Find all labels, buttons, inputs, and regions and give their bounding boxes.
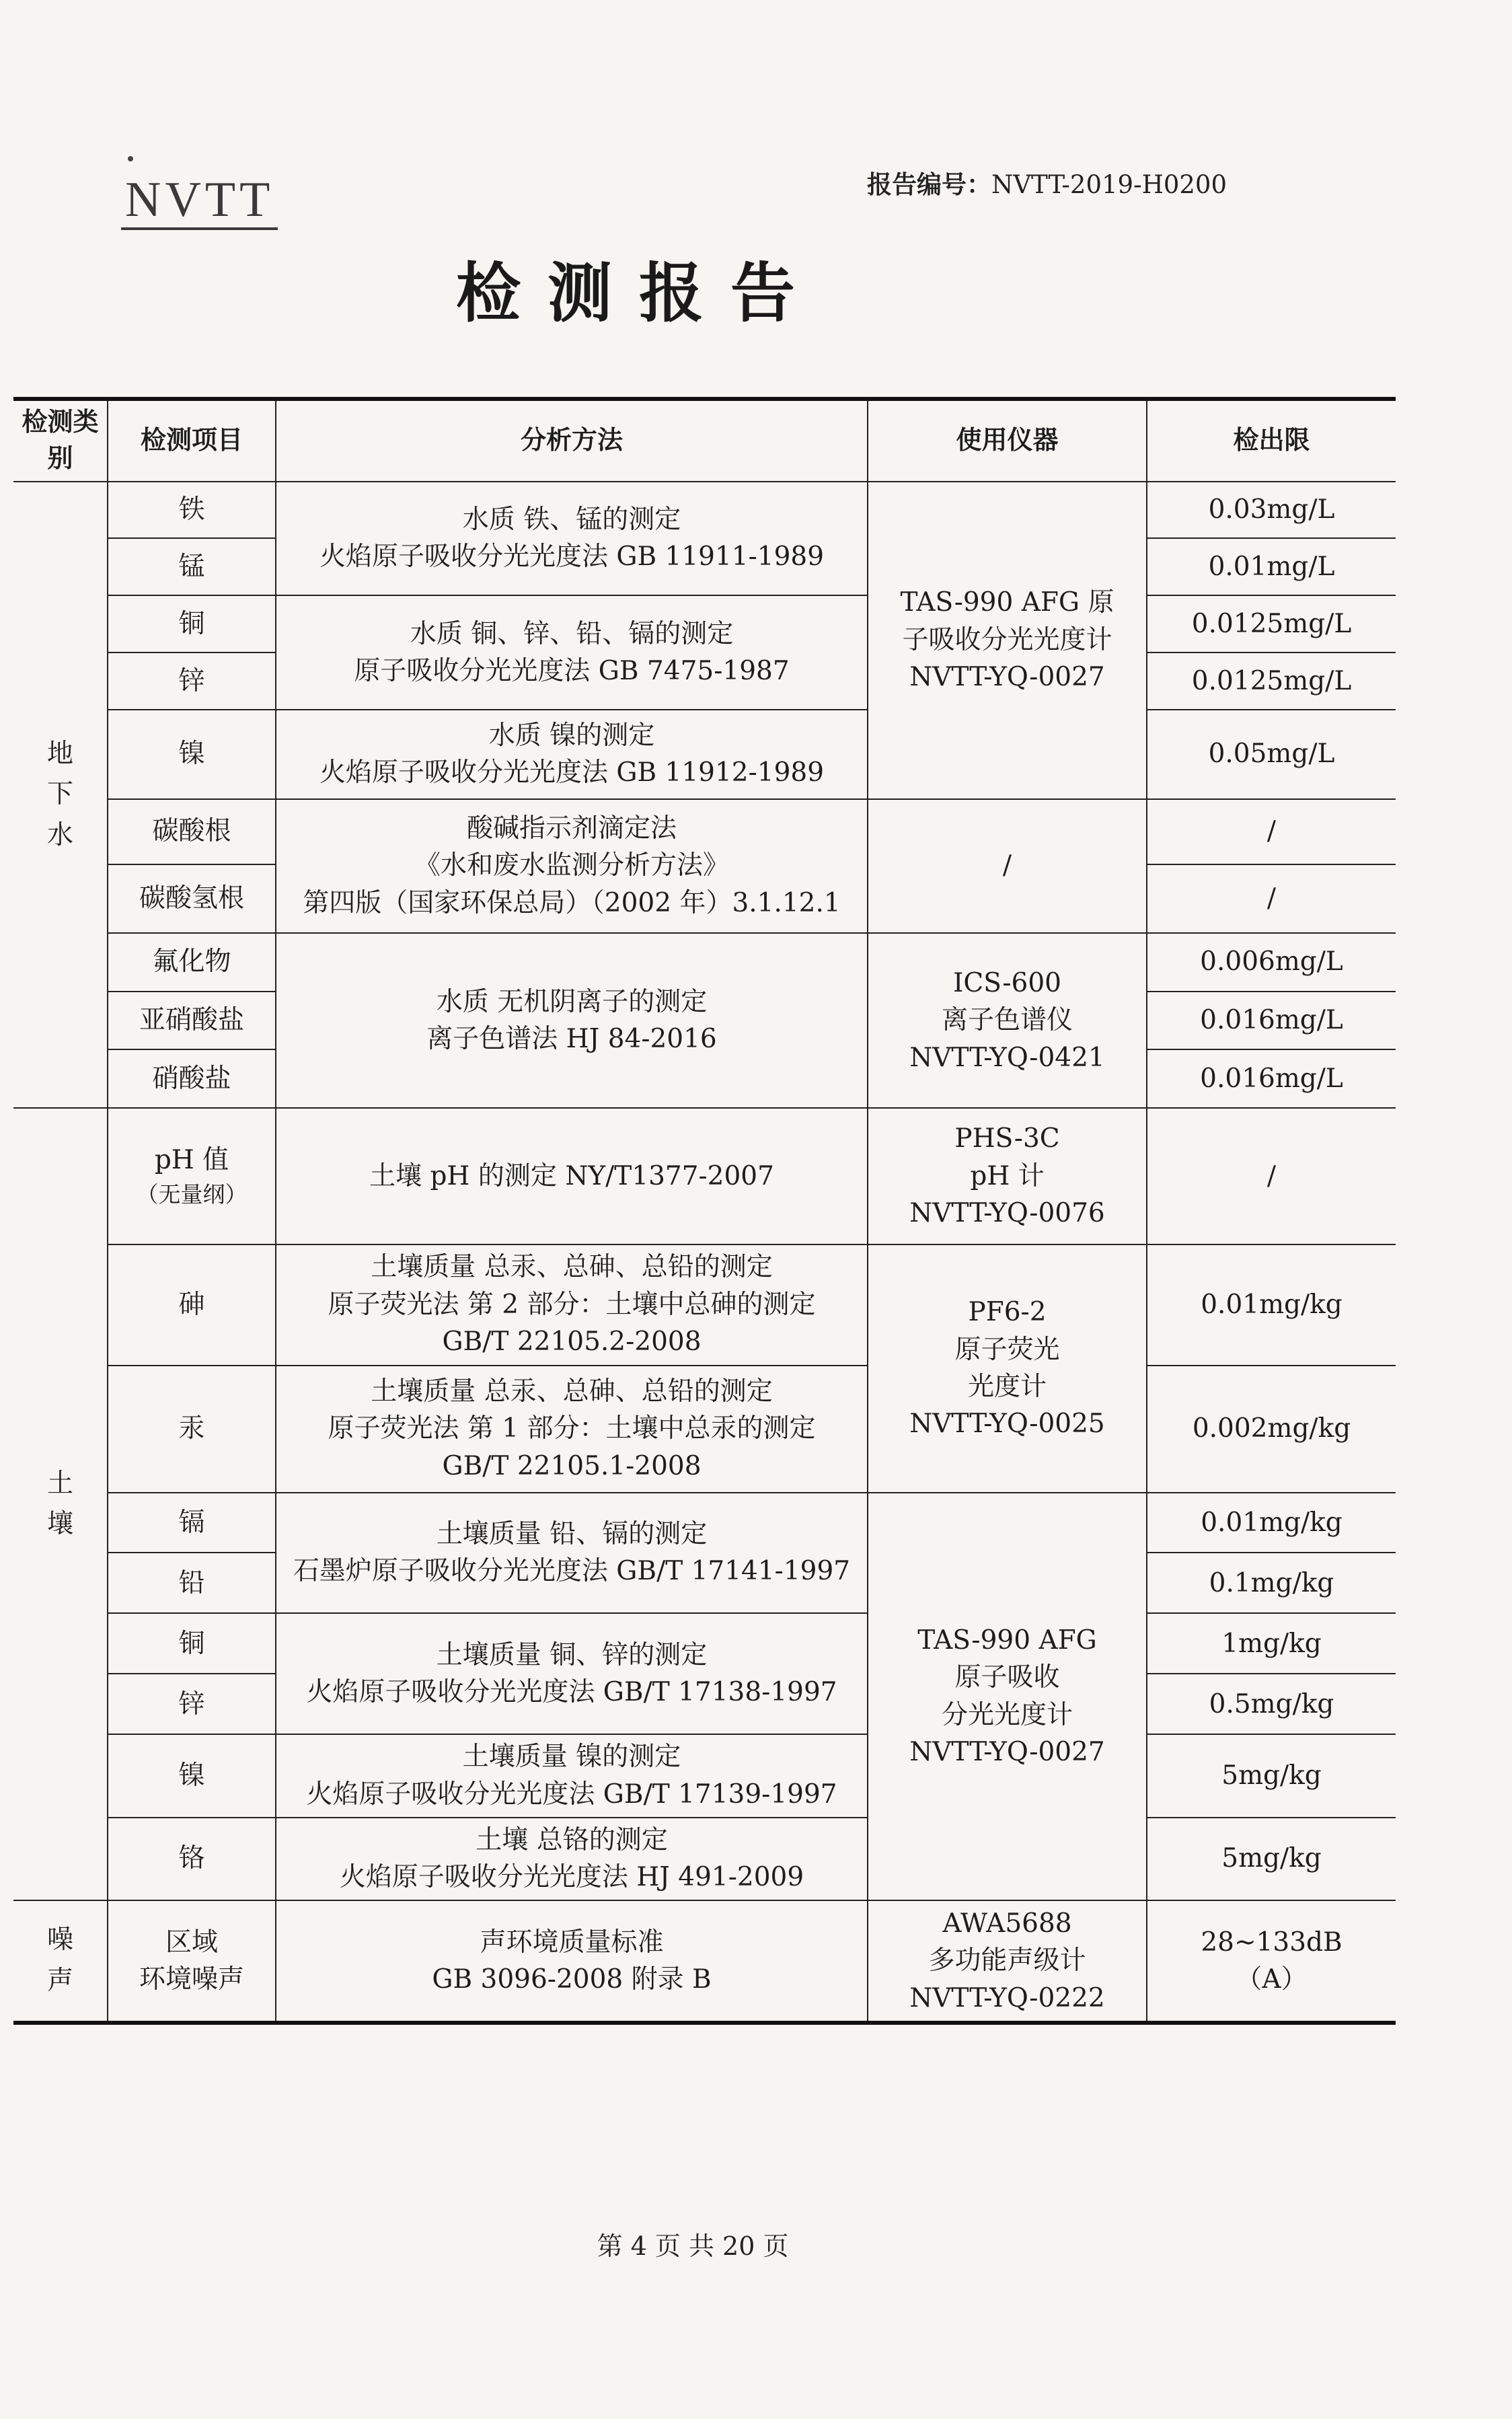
table-row [13,710,1396,799]
item-cell: 锰 [108,538,276,595]
method-cell: 声环境质量标准 GB 3096-2008 附录 B [276,1900,868,2023]
method-cell: 水质 铜、锌、铅、镉的测定 原子吸收分光光度法 GB 7475-1987 [276,595,868,710]
method-cell: 土壤 总铬的测定 火焰原子吸收分光光度法 HJ 491-2009 [276,1818,868,1900]
col-header-instrument: 使用仪器 [868,399,1147,482]
method-cell: 土壤质量 铅、镉的测定 石墨炉原子吸收分光光度法 GB/T 17141-1997 [276,1493,868,1614]
method-cell: 水质 镍的测定 火焰原子吸收分光光度法 GB 11912-1989 [276,710,868,799]
item-cell: 区域 环境噪声 [108,1900,276,2023]
limit-cell: 0.1mg/kg [1147,1553,1396,1613]
item-cell: 砷 [108,1244,276,1366]
item-cell: 铅 [108,1553,276,1613]
item-cell: 镍 [108,1734,276,1817]
item-cell: 碳酸氢根 [108,864,276,933]
item-cell: pH 值 （无量纲） [108,1108,276,1244]
report-number-value: NVTT-2019-H0200 [991,170,1227,199]
company-logo: NVTT [121,174,278,230]
item-cell: 镉 [108,1493,276,1553]
method-cell: 土壤质量 铜、锌的测定 火焰原子吸收分光光度法 GB/T 17138-1997 [276,1613,868,1734]
limit-cell: 0.0125mg/L [1147,595,1396,653]
instrument-cell: TAS-990 AFG 原 子吸收分光光度计 NVTT-YQ-0027 [868,482,1147,799]
instrument-cell: AWA5688 多功能声级计 NVTT-YQ-0222 [868,1900,1147,2023]
table-header-row [13,399,1396,482]
limit-cell: 0.002mg/kg [1147,1366,1396,1493]
table-row [13,1818,1396,1900]
item-cell: 氟化物 [108,933,276,992]
item-cell: 汞 [108,1366,276,1493]
limit-cell: / [1147,1108,1396,1244]
instrument-cell: ICS-600 离子色谱仪 NVTT-YQ-0421 [868,933,1147,1109]
limit-cell: 0.05mg/L [1147,710,1396,799]
table-row [13,1734,1396,1817]
limit-cell: 28~133dB （A） [1147,1900,1396,2023]
table-row [13,933,1396,992]
instrument-cell: TAS-990 AFG 原子吸收 分光光度计 NVTT-YQ-0027 [868,1493,1147,1900]
item-cell: 碳酸根 [108,799,276,864]
table-row [13,1493,1396,1553]
page-number: 第 4 页 共 20 页 [597,2231,789,2261]
col-header-item: 检测项目 [108,399,276,482]
col-header-limit: 检出限 [1147,399,1396,482]
method-cell: 水质 无机阴离子的测定 离子色谱法 HJ 84-2016 [276,933,868,1109]
document-title: 检测报告 [456,256,822,331]
item-cell: 铁 [108,482,276,539]
item-cell: 硝酸盐 [108,1049,276,1108]
col-header-category: 检测类别 [13,399,108,482]
item-cell: 亚硝酸盐 [108,992,276,1050]
method-cell: 土壤 pH 的测定 NY/T1377-2007 [276,1108,868,1244]
report-number [867,164,1227,200]
detection-methods-table [13,397,1396,2025]
item-cell: 铜 [108,595,276,653]
item-cell: 锌 [108,1674,276,1734]
limit-cell: 5mg/kg [1147,1818,1396,1900]
instrument-cell: PHS-3C pH 计 NVTT-YQ-0076 [868,1108,1147,1244]
method-cell: 酸碱指示剂滴定法 《水和废水监测分析方法》 第四版（国家环保总局）（2002 年）3.1.12.1 [276,799,868,933]
category-groundwater: 地下水 [13,482,108,1109]
item-cell: 镍 [108,710,276,799]
limit-cell: 0.016mg/L [1147,1049,1396,1108]
limit-cell: / [1147,799,1396,864]
table-row [13,1366,1396,1493]
instrument-cell: PF6-2 原子荧光 光度计 NVTT-YQ-0025 [868,1244,1147,1493]
limit-cell: 0.01mg/kg [1147,1244,1396,1366]
category-soil: 土壤 [13,1108,108,1900]
table-row [13,1900,1396,2023]
table-row [13,799,1396,864]
limit-cell: 0.01mg/kg [1147,1493,1396,1553]
table-row [13,595,1396,653]
limit-cell: 0.5mg/kg [1147,1674,1396,1734]
col-header-method: 分析方法 [276,399,868,482]
logo-mark-dot [128,156,133,161]
report-number-label: 报告编号： [867,170,992,199]
limit-cell: 0.016mg/L [1147,992,1396,1050]
table-row [13,1613,1396,1674]
method-cell: 土壤质量 总汞、总砷、总铅的测定 原子荧光法 第 2 部分：土壤中总砷的测定 GB/T 22105.2-2008 [276,1244,868,1366]
item-cell: 铜 [108,1613,276,1674]
limit-cell: 0.006mg/L [1147,933,1396,992]
table-row [13,1244,1396,1366]
table-row [13,1108,1396,1244]
limit-cell: 0.03mg/L [1147,482,1396,539]
limit-cell: 0.0125mg/L [1147,653,1396,710]
item-cell: 锌 [108,653,276,710]
category-noise: 噪声 [13,1900,108,2023]
table-row [13,482,1396,539]
method-cell: 水质 铁、锰的测定 火焰原子吸收分光光度法 GB 11911-1989 [276,482,868,596]
limit-cell: / [1147,864,1396,933]
method-cell: 土壤质量 总汞、总砷、总铅的测定 原子荧光法 第 1 部分：土壤中总汞的测定 GB/T 22105.1-2008 [276,1366,868,1493]
limit-cell: 5mg/kg [1147,1734,1396,1817]
instrument-cell: / [868,799,1147,933]
method-cell: 土壤质量 镍的测定 火焰原子吸收分光光度法 GB/T 17139-1997 [276,1734,868,1817]
item-cell: 铬 [108,1818,276,1900]
limit-cell: 0.01mg/L [1147,538,1396,595]
limit-cell: 1mg/kg [1147,1613,1396,1674]
